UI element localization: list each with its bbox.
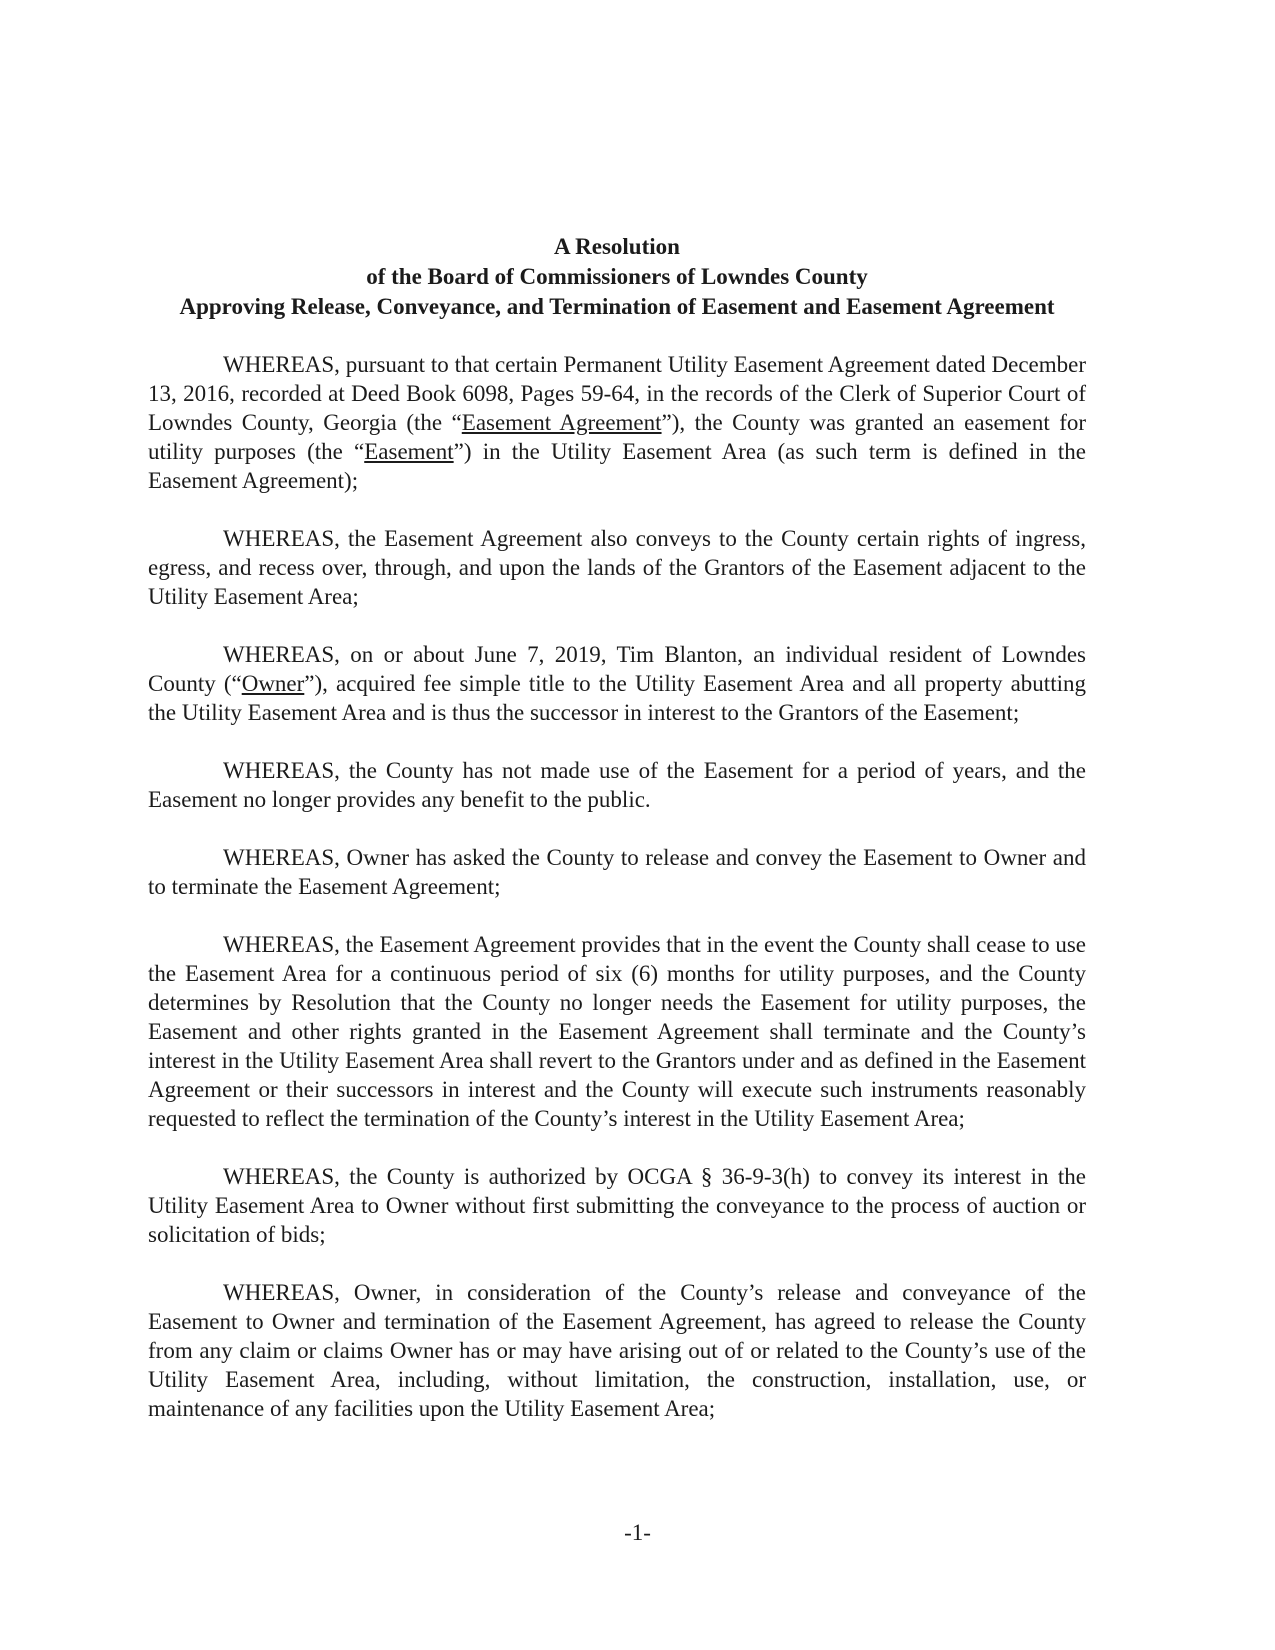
document-title [148,232,1086,322]
title-line-2: of the Board of Commissioners of Lowndes County [366,264,868,289]
defined-term: Easement Agreement [461,410,662,435]
title-line-3: Approving Release, Conveyance, and Termination of Easement and Easement Agreement [179,294,1055,319]
paragraph [148,640,1086,727]
paragraph-text: ”), acquired fee simple title to the Utility Easement Area and all property abutting the Utility Easement Area and is thus the successor in interest to the Grantors of the Easement; [148,671,1086,725]
paragraph-text: ”), the County was granted an easement for utility purposes (the “ [148,410,1087,464]
paragraph-text: WHEREAS, the County is authorized by OCGA § 36-9-3(h) to convey its interest in the Utility Easement Area to Owner without first submitting the conveyance to the process of auction or solicitation of bids; [148,1164,1086,1247]
title-line-1: A Resolution [554,234,680,259]
paragraph [148,350,1086,495]
paragraph-text: WHEREAS, pursuant to that certain Permanent Utility Easement Agreement dated December 13, 2016, recorded at Deed Book 6098, Pages 59-64, in the records of the Clerk of Superior Court of Lowndes County, Georgia (the “ [148,352,1086,435]
paragraph-text: WHEREAS, Owner has asked the County to release and convey the Easement to Owner and to terminate the Easement Agreement; [148,845,1086,899]
paragraph [148,1278,1086,1423]
page-number: -1- [624,1520,651,1545]
paragraph-text: WHEREAS, the Easement Agreement also conveys to the County certain rights of ingress, egress, and recess over, through, and upon the lands of the Grantors of the Easement adjacent to the Utility Easement Area; [148,526,1086,609]
document-content [148,232,1086,1452]
paragraph [148,524,1086,611]
paragraph-text: WHEREAS, the County has not made use of the Easement for a period of years, and the Easement no longer provides any benefit to the public. [148,758,1086,812]
paragraph-text: WHEREAS, the Easement Agreement provides that in the event the County shall cease to use the Easement Area for a continuous period of six (6) months for utility purposes, and the County determines by Resolution that the County no longer needs the Easement for utility purposes, the Easement and other rights granted in the Easement Agreement shall terminate and the County’s interest in the Utility Easement Area shall revert to the Grantors under and as defined in the Easement Agreement or their successors in interest and the County will execute such instruments reasonably requested to reflect the termination of the County’s interest in the Utility Easement Area; [148,932,1086,1131]
paragraph-text: WHEREAS, on or about June 7, 2019, Tim Blanton, an individual resident of Lowndes County (“ [148,642,1086,696]
paragraph [148,843,1086,901]
document-body [148,350,1086,1423]
paragraph [148,1162,1086,1249]
defined-term: Owner [241,671,305,696]
paragraph [148,930,1086,1133]
defined-term: Easement [364,439,454,464]
paragraph [148,756,1086,814]
paragraph-text: WHEREAS, Owner, in consideration of the County’s release and conveyance of the Easement to Owner and termination of the Easement Agreement, has agreed to release the County from any claim or claims Owner has or may have arising out of or related to the County’s use of the Utility Easement Area, including, without limitation, the construction, installation, use, or maintenance of any facilities upon the Utility Easement Area; [148,1280,1086,1421]
paragraph-text: ”) in the Utility Easement Area (as such term is defined in the Easement Agreement); [148,439,1086,493]
